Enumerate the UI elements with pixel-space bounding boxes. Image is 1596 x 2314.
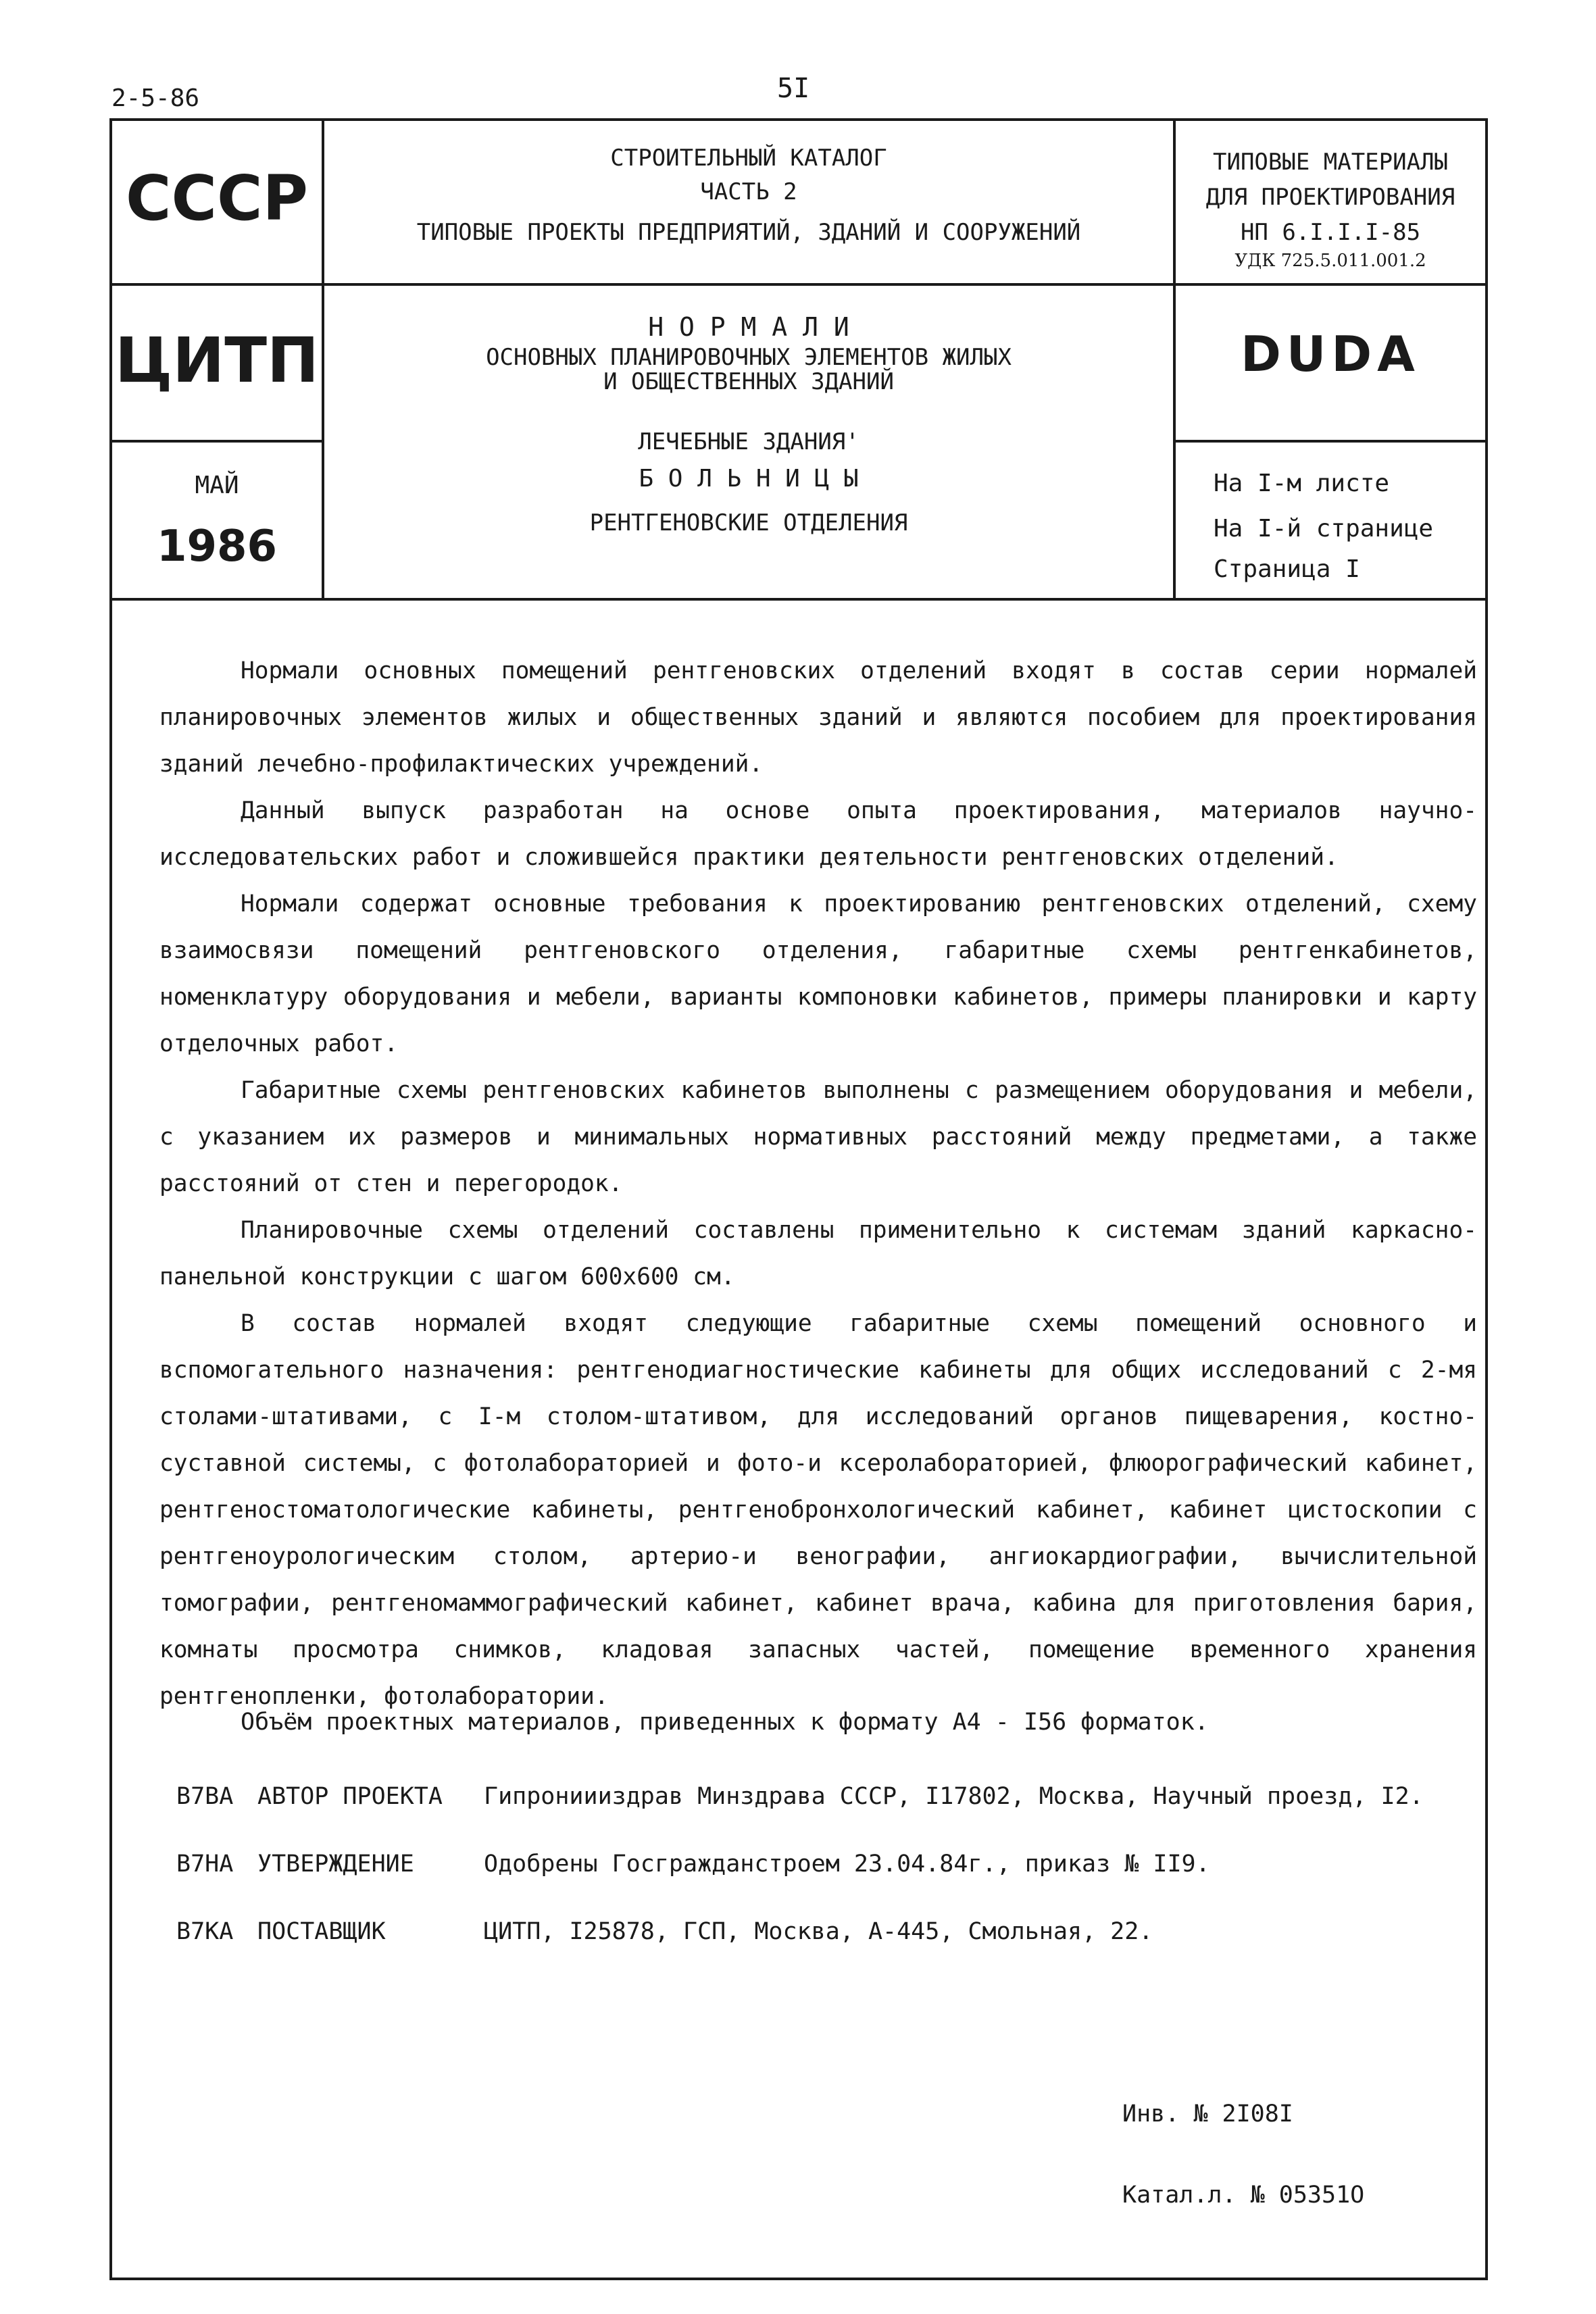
subject-line-2: Б О Л Ь Н И Ц Ы (639, 465, 859, 493)
volume-note: Объём проектных материалов, приведенных к формату А4 - I56 форматок. (241, 1709, 1209, 1736)
country-label: СССР (126, 162, 308, 234)
catalog-section: ТИПОВЫЕ ПРОЕКТЫ ПРЕДПРИЯТИЙ, ЗДАНИЙ И СООРУЖЕНИЙ (416, 219, 1081, 246)
norms-title: Н О Р М А Л И (648, 312, 849, 342)
catalog-title: СТРОИТЕЛЬНЫЙ КАТАЛОГ (610, 145, 887, 172)
typical-materials-2: ДЛЯ ПРОЕКТИРОВАНИЯ (1205, 184, 1455, 211)
typical-materials-3: НП 6.I.I.I-85 (1240, 219, 1421, 246)
norms-subtitle-2: И ОБЩЕСТВЕННЫХ ЗДАНИЙ (603, 368, 894, 395)
catalog-code: DUDA (1241, 326, 1420, 382)
info-label: УТВЕРЖДЕНИЕ (257, 1851, 414, 1878)
paragraph: Габаритные схемы рентгеновских кабинетов выполнены с размещением оборудования и мебели, с указанием их размеров и минимальных нормативных расстояний между предметами, а также расстояний от стен и перегородок. (159, 1077, 1477, 1197)
paragraph: В состав нормалей входят следующие габаритные схемы помещений основного и вспомогательного назначения: рентгенодиагностические кабинеты для общих исследований с 2-мя столами-штативами, с I-м столом-штативом, для исследований органов пищеварения, костно-суставной системы, с фотолабораторией и фото-и ксеролабораторией, флюорографический кабинет, рентгеностоматологические кабинеты, рентгенобронхологический кабинет, кабинет цистоскопии с рентгеноурологическим столом, артерио-и венографии, ангиокардиографии, вычислительной томографии, рентгеномаммографический кабинет, кабинет врача, кабина для приготовления бария, комнаты просмотра снимков, кладовая запасных частей, помещение временного хранения рентгенопленки, фотолаборатории. (159, 1310, 1477, 1710)
subject-line-3: РЕНТГЕНОВСКИЕ ОТДЕЛЕНИЯ (589, 509, 908, 536)
norms-subtitle-1: ОСНОВНЫХ ПЛАНИРОВОЧНЫХ ЭЛЕМЕНТОВ ЖИЛЫХ (486, 344, 1012, 371)
year-label: 1986 (156, 522, 278, 572)
inventory-number: Инв. № 2I08I (1122, 2101, 1293, 2128)
document-frame (109, 118, 1488, 2280)
paragraph: Планировочные схемы отделений составлены применительно к системам зданий каркасно-панельной конструкции с шагом 600х600 см. (159, 1217, 1477, 1290)
catalog-sheet-number: Катал.л. № 05351О (1122, 2182, 1365, 2209)
info-value: Одобрены Госгражданстроем 23.04.84г., приказ № II9. (484, 1851, 1210, 1878)
udk-code: УДК 725.5.011.001.2 (1235, 251, 1426, 271)
document-body (159, 648, 1477, 1720)
typical-materials-1: ТИПОВЫЕ МАТЕРИАЛЫ (1213, 149, 1448, 176)
info-code: В7НА (176, 1851, 234, 1878)
document-code: 2-5-86 (111, 84, 200, 112)
info-code: В7ВА (176, 1783, 234, 1810)
catalog-part: ЧАСТЬ 2 (700, 178, 797, 205)
org-label: ЦИТП (114, 324, 320, 397)
subject-line-1: ЛЕЧЕБНЫЕ ЗДАНИЯ' (638, 428, 859, 455)
paragraph: Нормали основных помещений рентгеновских отделений входят в состав серии нормалей планировочных элементов жилых и общественных зданий и являются пособием для проектирования зданий лечебно-профилактических учреждений. (159, 657, 1477, 778)
sheet-count: На I-м листе (1214, 470, 1390, 497)
page-count: На I-й странице (1214, 515, 1434, 543)
info-label: ПОСТАВЩИК (257, 1918, 386, 1945)
page-label: Страница I (1214, 555, 1360, 583)
title-block (112, 121, 1485, 601)
page-number: 5I (777, 73, 810, 104)
info-label: АВТОР ПРОЕКТА (257, 1783, 443, 1810)
month-label: МАЙ (195, 472, 239, 499)
paragraph: Данный выпуск разработан на основе опыта проектирования, материалов научно-исследовательских работ и сложившейся практики деятельности рентгеновских отделений. (159, 797, 1477, 871)
info-value: Гипрониииздрав Минздрава СССР, I17802, Москва, Научный проезд, I2. (484, 1783, 1424, 1810)
paragraph: Нормали содержат основные требования к проектированию рентгеновских отделений, схему взаимосвязи помещений рентгеновского отделения, габаритные схемы рентгенкабинетов, номенклатуру оборудования и мебели, варианты компоновки кабинетов, примеры планировки и карту отделочных работ. (159, 890, 1477, 1057)
info-code: В7КА (176, 1918, 234, 1945)
info-value: ЦИТП, I25878, ГСП, Москва, А-445, Смольная, 22. (484, 1918, 1153, 1945)
